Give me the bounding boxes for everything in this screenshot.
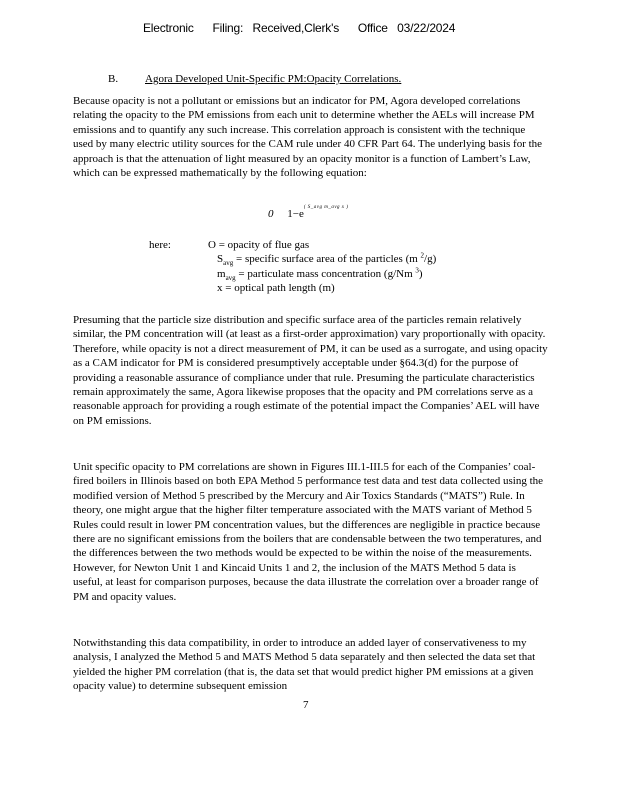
paragraph-3: Unit specific opacity to PM correlations are shown in Figures III.1-III.5 for each of the Companies’ coal-fired boilers in Illinois based on both EPA Method 5 performance test data and test data collected using the modified version of Method 5 prescribed by the Mercury and Air Toxics Standards (“MATS”) Rule. In theory, one might argue that the higher filter temperature associated with the MATS variant of Method 5 Rules could result in lower PM concentration values, but the differences are negligible in practice because there are no significant emissions from the boilers that are condensable between the two temperatures, and the differences between the two methods would be expected to be within the noise of the measurements. However, for Newton Unit 1 and Kincaid Units 1 and 2, the inclusion of the MATS Method 5 data is useful, at least for comparison purposes, because the data illustrate the correlation over a broader range of PM and opacity values. — [73, 461, 544, 603]
header-electronic: Electronic — [143, 21, 194, 35]
section-number: B. — [108, 73, 119, 85]
page-number: 7 — [303, 699, 309, 711]
equation-lhs: 0 — [268, 208, 274, 220]
header-received: Received,Clerk's — [252, 21, 340, 35]
section-heading — [108, 72, 401, 86]
equation-exponent: ( S_avg m_avg x ) — [303, 205, 349, 210]
definition-surface-area: $S_{avg}$ = specific surface area of the particles (m $^2$/g) — [217, 251, 437, 268]
definition-path-length: x = optical path length (m) — [217, 282, 335, 295]
paragraph-4: Notwithstanding this data compatibility, in order to introduce an added layer of conservativeness to my analysis, I analyzed the Method 5 and MATS Method 5 data separately and then selected the data set that yielded the higher PM correlation (that is, the data set that would predict higher PM emissions at a given opacity value) to determine subsequent emission — [73, 637, 536, 693]
where-label: here: — [149, 239, 171, 251]
definition-opacity: O = opacity of flue gas — [208, 239, 310, 251]
lambert-equation — [268, 205, 348, 220]
header-office: Office — [357, 21, 388, 35]
section-title: Agora Developed Unit-Specific PM:Opacity Correlations. — [145, 73, 402, 85]
paragraph-1: Because opacity is not a pollutant or emissions but an indicator for PM, Agora developed correlations relating the opacity to the PM emissions from each unit to determine whether the AELs will increase PM emissions and to quantify any such increase. This correlation approach is consistent with the technique used by many electric utility sources for the CAM rule under 40 CFR Part 64. The underlying basis for the approach is that the attenuation of light measured by an opacity monitor is a function of Lambert’s Law, which can be expressed mathematically by the following equation: — [73, 95, 543, 180]
equation-symbol: −e — [292, 208, 304, 220]
definition-mass-concentration: $m_{avg}$ = particulate mass concentration (g/Nm $^3$) — [217, 266, 423, 282]
variable-definitions — [208, 238, 436, 296]
equation-rhs: 1 — [287, 208, 293, 220]
paragraph-2: Presuming that the particle size distribution and specific surface area of the particles remain relatively similar, the PM concentration will (at least as a first-order approximation) vary proportionally with opacity. Therefore, while opacity is not a direct measurement of PM, it can be used as a surrogate, and using opacity as a CAM indicator for PM is considered presumptively acceptable under §64.3(d) for the purpose of providing a reasonable assurance of compliance under that rule. Presuming the particulate characteristics remain approximately the same, Agora likewise proposes that the opacity and PM correlations serve as a reasonable approach for providing a rough estimate of the potential impact the Companies’ AEL will have on PM emissions. — [73, 314, 548, 427]
filing-header — [143, 21, 455, 35]
header-filing: Filing: — [212, 21, 244, 35]
header-date: 03/22/2024 — [397, 21, 456, 35]
